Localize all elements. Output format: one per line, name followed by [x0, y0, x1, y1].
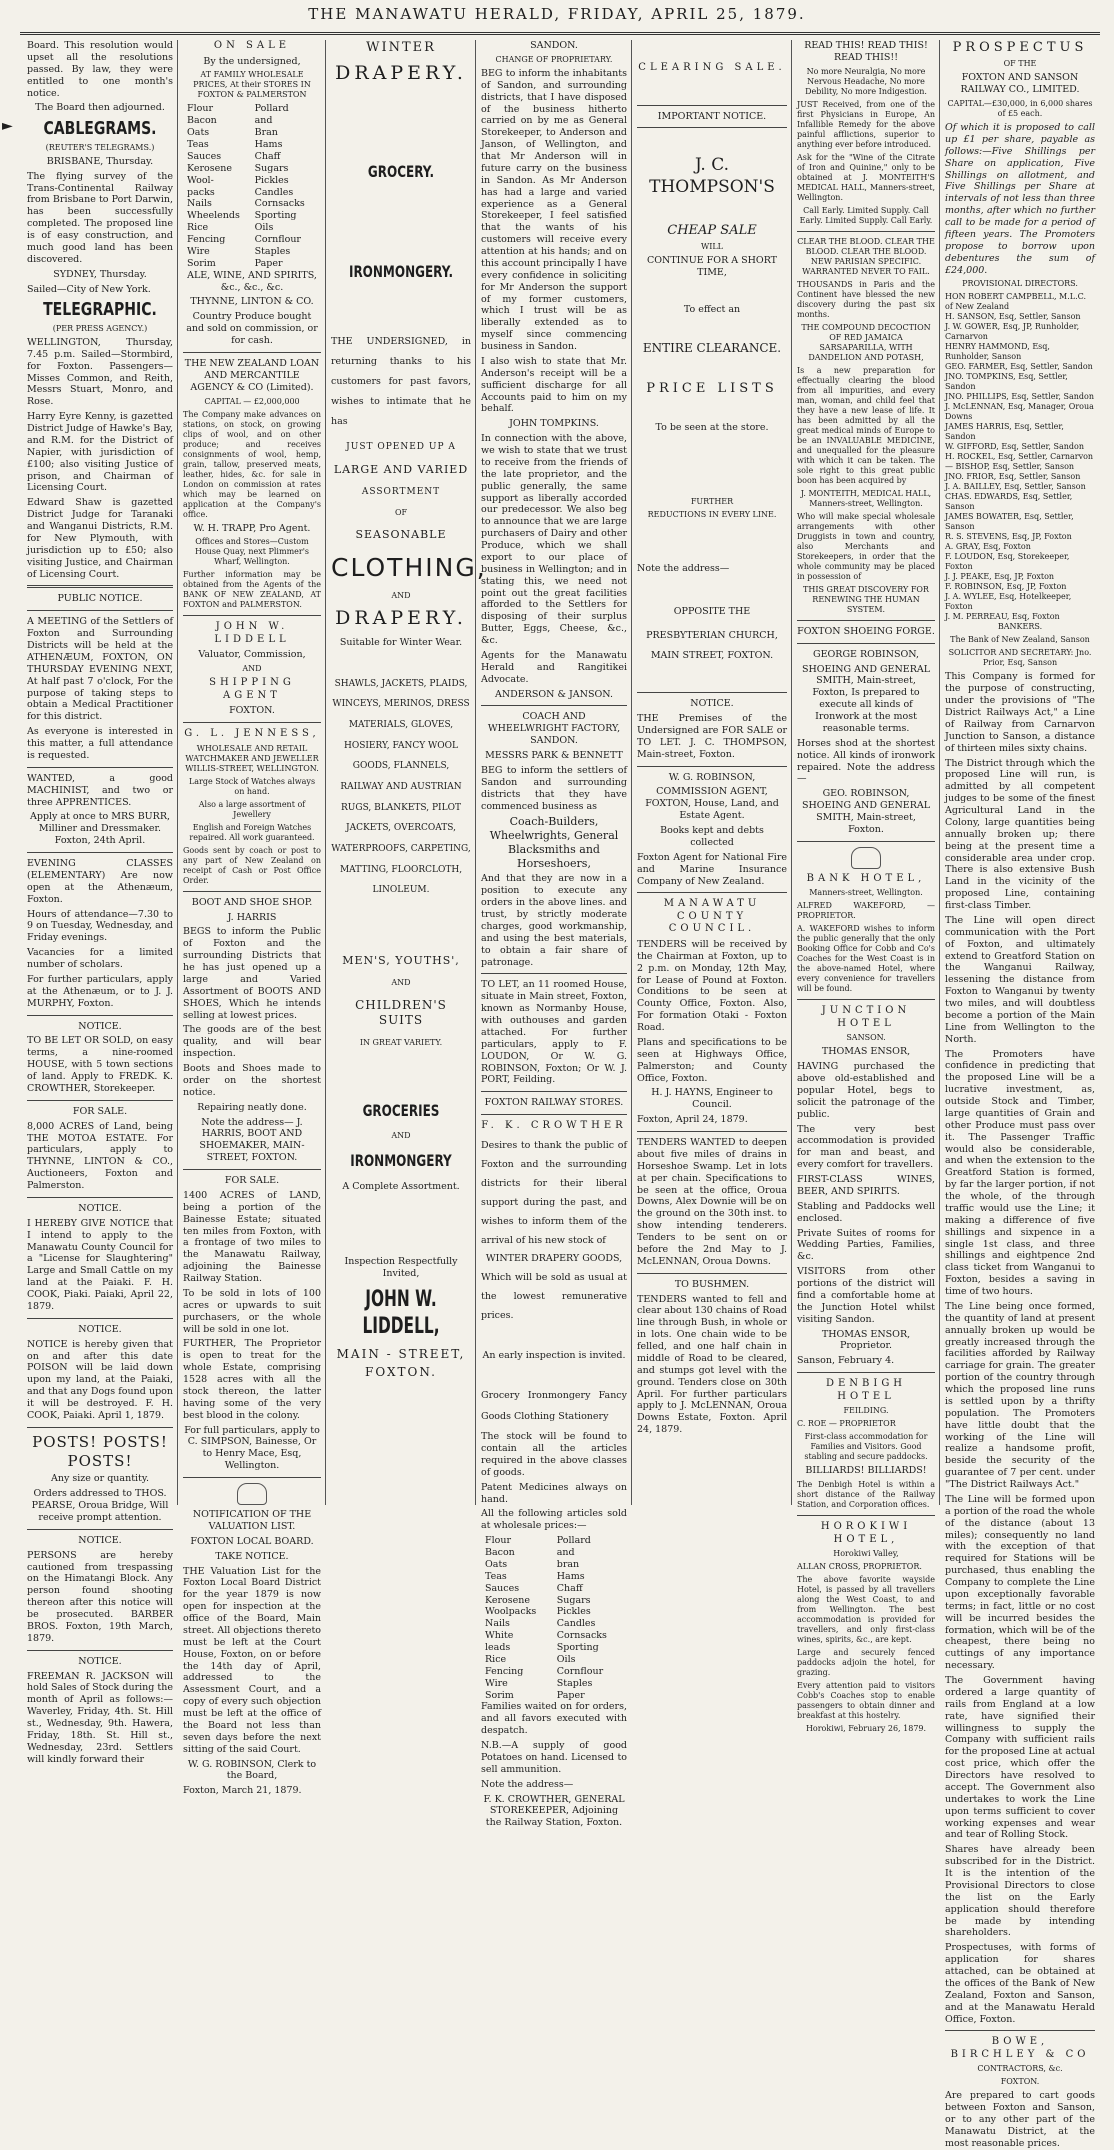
note-address: Note the address— — [481, 1778, 574, 1790]
railway-stores: FOXTON RAILWAY STORES. — [484, 1097, 624, 1109]
goods-categories: Grocery Ironmongery Fancy Goods Clothing Stationery — [481, 1390, 627, 1423]
continue-short: CONTINUE FOR A SHORT TIME, — [646, 255, 778, 278]
reductions: REDUCTIONS IN EVERY LINE. — [647, 509, 777, 519]
masthead — [0, 0, 1114, 36]
posts-heading: POSTS! POSTS! POSTS! — [32, 1432, 168, 1470]
company-capital: CAPITAL—£30,000, in 6,000 shares of £5 each. — [947, 99, 1093, 118]
feilding: FEILDING. — [843, 1406, 889, 1416]
prospectus-para-5: The Line being once formed, the quantity of land at present annually broken up would be greatly increased through the facilities afforded by Railway carriage for grain. The greater portion of the country through which the proposed line runs is settled upon by a thrifty population. The Promoters have little doubt that the working of the Line will realize a handsome profit, beside the security of the guarantee of 7 per cent. under "The District Railways Act." — [945, 1300, 1095, 1490]
horokiwi-hotel: HOROKIWI HOTEL, — [820, 1521, 912, 1545]
seasonable: SEASONABLE — [355, 527, 447, 541]
column-5 — [632, 40, 792, 1505]
groceries-heading: GROCERIES — [362, 1100, 440, 1120]
ale-wine-spirits: ALE, WINE, AND SPIRITS, &c., &c., &c. — [187, 269, 317, 293]
telegraphic-para-3: Edward Shaw is gazetted District Judge for Taranaki and Wanganui Districts, R.M. for New Plymouth, with jurisdiction up to £50; also visiting Justice, and Chairman of Licensing Court. — [27, 497, 173, 580]
telegraphic-heading: TELEGRAPHIC. — [43, 299, 157, 321]
bowe-birchley: BOWE, BIRCHLEY & CO — [950, 2036, 1090, 2060]
jenness-name: G. L. JENNESS, — [184, 728, 320, 740]
wholesale-list-right: Pollard and bran Hams Chaff Sugars Pickles Candles Cornsacks Sporting Oils Cornflour Staples Paper — [556, 1535, 607, 1701]
harris-text-3: Boots and Shoes made to order on the shortest notice. — [183, 1063, 321, 1098]
large-varied: LARGE AND VARIED — [333, 462, 469, 476]
goods-list-text: SHAWLS, JACKETS, PLAIDS, WINCEYS, MERINOS, DRESS MATERIALS, GLOVES, HOSIERY, FANCY WOOL GOODS, FLANNELS, RAILWAY AND AUSTRIAN RUGS, BLANKETS, PILOT JACKETS, OVERCOATS, WATERPROOFS, CARPETING, MATTING, FLOORCLOTH, LINOLEUM. — [331, 678, 471, 896]
harris-name: J. HARRIS — [227, 911, 277, 923]
harris-address: Note the address— J. HARRIS, BOOT AND SHOEMAKER, MAIN-STREET, FOXTON. — [199, 1116, 305, 1164]
junction-sanson: SANSON. — [846, 1033, 886, 1043]
price-lists: PRICE LISTS — [646, 380, 778, 396]
column-2 — [178, 40, 326, 1797]
allan-cross: ALLAN CROSS, PROPRIETOR. — [797, 1562, 922, 1571]
monteith-hall: J. MONTEITH, MEDICAL HALL, Manners-street, Wellington. — [800, 488, 932, 508]
horses-shod: Horses shod at the shortest notice. All kinds of ironwork repaired. Note the address— — [797, 737, 935, 785]
suitable-winter: Suitable for Winter Wear. — [339, 636, 463, 648]
jenness-jewellery: Also a large assortment of Jewellery — [198, 799, 306, 819]
prospectus-para-7: The Government having ordered a large quantity of rails from England at a low rate, have signified their willingness to supply the Company with sufficient rails for the proposed Line at actual cost price, which offer the Directors have resolved to accept. The Government also undertakes to work the Line upon terms sufficient to cover working expenses and wear and tear of Rolling Stock. — [945, 1675, 1095, 1841]
masthead-title: THE MANAWATU HERALD, FRIDAY, APRIL 25, 1879. — [308, 5, 806, 23]
change-proprietary: CHANGE OF PROPRIETARY. — [495, 54, 613, 64]
tompkins-text-1: BEG to inform the inhabitants of Sandon, and surrounding districts, that I have disposed of the business hitherto carried on by me as General Storekeeper, to Anderson and Janson, of Wellington, and that Mr Anderson will in future carry on the business in Sandon. As Mr Anderson has had a large and varied experience as a General Storekeeper, I feel satisfied that the wants of his customers will receive every attention at his hands; and on this account principally I have every confidence in soliciting for Mr Anderson the support of my former customers, which I trust will be as liberally extended as to myself since commencing business in Sandon. — [481, 67, 627, 352]
compound-text: Is a new preparation for effectually clearing the blood from all impurities, and every man, woman, and child feel that they have a new lease of life. It has been admitted by all the great medical minds of Europe to be an INVALUABLE MEDICINE, and unequalled for the pleasure with which it can be taken. The sole right to this great public boon has been acquired by — [797, 365, 935, 485]
wg-robinson: W. G. ROBINSON, — [668, 771, 756, 783]
bankers-name: The Bank of New Zealand, Sanson — [950, 635, 1090, 645]
county-council: MANAWATU COUNTY COUNCIL. — [663, 898, 761, 935]
provisional-directors: PROVISIONAL DIRECTORS. — [962, 279, 1078, 289]
and-label-2: AND — [391, 977, 411, 987]
cable-sailed: Sailed—City of New York. — [27, 283, 151, 295]
cablegrams-heading: CABLEGRAMS. — [43, 118, 157, 140]
jenness-delivery: Goods sent by coach or post to any part of New Zealand on receipt of Cash or Post Office Order. — [183, 845, 321, 885]
cable-dateline: BRISBANE, Thursday. — [46, 155, 154, 167]
prospectus-para-3: The Line will open direct communication with the Port of Foxton, and ultimately extend to Greatford Station on the Wanganui Railway, lessening the distance from Foxton to Wanganui by twenty two miles, and will doubtless become a portion of the Main Line from Wellington to the North. — [945, 914, 1095, 1045]
evening-classes-vacancies: Vacancies for a limited number of scholars. — [27, 947, 173, 970]
great-variety: IN GREAT VARIETY. — [359, 1037, 443, 1047]
posts-size: Any size or quantity. — [51, 1473, 149, 1485]
take-notice: TAKE NOTICE. — [215, 1550, 289, 1562]
liddell-foxton: FOXTON. — [229, 705, 275, 717]
and-label-3: AND — [391, 1130, 411, 1140]
pointing-hand-icon: ► — [2, 118, 13, 134]
wholesale-list-left: Flour Bacon Oats Teas Sauces Kerosene Woolpacks Nails White leads Rice Fencing Wire Sorim — [485, 1535, 537, 1701]
country-produce: Country Produce bought and sold on commission, or for cash. — [186, 311, 318, 346]
horokiwi-valley: Horokiwi Valley, — [833, 1549, 899, 1558]
coat-of-arms-icon — [237, 1483, 267, 1505]
private-suites: Private Suites of rooms for Wedding Parties, Families, &c. — [797, 1227, 935, 1263]
poison-notice: NOTICE is hereby given that on and after this date POISON will be laid down upon my land, at the Paiaki, and that any Dogs found upon it will be destroyed. F. H. COOK, Paiaki. April 1, 1879. — [27, 1338, 173, 1421]
telegraphic-para-2: Harry Eyre Kenny, is gazetted District Judge of Hawke's Bay, and R.M. for the District of Napier, with jurisdiction of £100; also visiting Justice of prison, and Chairman of Licensing Court. — [27, 411, 173, 494]
masthead-rule — [20, 32, 1100, 35]
prospectus-para-8: Shares have already been subscribed for in the District. It is the intention of the Provisional Directors to close the list on the Early application should therefore be made by intending shareholders. — [945, 1844, 1095, 1939]
board-adjourned: The Board then adjourned. — [35, 102, 165, 114]
billiards: BILLIARDS! BILLIARDS! — [805, 1465, 927, 1477]
nz-loan-capital: CAPITAL — £2,000,000 — [204, 396, 300, 406]
visitors: VISITORS from other portions of the district will find a comfortable home at the Junction Hotel whilst visiting Sandon. — [797, 1266, 935, 1325]
denbigh-distance: The Denbigh Hotel is within a short distance of the Railway Station, and Corporation offices. — [797, 1480, 935, 1509]
winter-label: WINTER — [366, 40, 436, 55]
thomas-ensor: THOMAS ENSOR, — [821, 1046, 911, 1058]
liddell-name: JOHN W. LIDDELL — [214, 621, 290, 645]
having-purchased: HAVING purchased the above old-established and popular Hotel, begs to solicit the patronage of the public. — [797, 1061, 935, 1120]
notice-heading-6: NOTICE. — [690, 698, 734, 710]
grocery-heading: GROCERY. — [367, 162, 435, 181]
coat-of-arms-icon-2 — [851, 847, 881, 869]
assortment: ASSORTMENT — [361, 486, 441, 497]
tompkins-text-2: I also wish to state that Mr. Anderson's receipt will be a sufficient discharge for all Accounts paid to him on my behalf. — [481, 355, 627, 415]
just-opened: JUST OPENED UP A — [346, 441, 456, 452]
slaughter-license-notice: I HEREBY GIVE NOTICE that I intend to apply to the Manawatu County Council for a "License for Slaughtering" Large and Small Cattle on my land at the Paiaki. F. H. COOK, Piaki. Paiaki, April 22, 1879. — [27, 1217, 173, 1312]
will-label: WILL — [700, 242, 723, 252]
patent-medicines: Patent Medicines always on hand. — [481, 1481, 627, 1505]
bainesse-lots: To be sold in lots of 100 acres or upwards to suit purchasers, or the whole will be sold in one lot. — [183, 1287, 321, 1335]
wanted-ad-apply: Apply at once to MRS BURR, Milliner and Dressmaker. Foxton, 24th April. — [29, 811, 171, 847]
nz-loan-heading: THE NEW ZEALAND LOAN AND MERCANTILE AGENCY & CO (Limited). — [184, 357, 320, 393]
ironmongery-heading-2: IRONMONGERY — [350, 1150, 452, 1170]
crowther-name: F. K. CROWTHER — [481, 1120, 627, 1132]
column-6 — [792, 40, 940, 1733]
john-liddell-stamp: JOHN W. LIDDELL, — [362, 1286, 440, 1339]
jenness-stock: Large Stock of Watches always on hand. — [188, 776, 316, 796]
goods-list-left: Flour Bacon Oats Teas Sauces Kerosene Wool-packs Nails Wheelends Rice Fencing Wire Sorim — [187, 103, 240, 269]
public-notice-heading: PUBLIC NOTICE. — [57, 593, 143, 605]
notice-heading-5: NOTICE. — [78, 1655, 122, 1667]
ask-for-wine: Ask for the "Wine of the Citrate of Iron and Quinine," only to be obtained at J. MONTEITH'S MEDICAL HALL, Manners-street, Wellington. — [797, 152, 935, 202]
cable-dateline-2: SYDNEY, Thursday. — [53, 268, 147, 280]
harris-text-4: Repairing neatly done. — [197, 1101, 307, 1113]
park-bennett: MESSRS PARK & BENNETT — [485, 750, 623, 761]
motoa-estate-ad: 8,000 ACRES of Land, being THE MOTOA ESTATE. For particulars, apply to THYNNE, LINTON & CO., Auctioneers, Foxton and Palmerston. — [27, 1120, 173, 1191]
tenders-pound: TENDERS will be received by the Chairman at Foxton, up to 2 p.m. on Monday, 12th May, for Lease of Pound at Foxton. Conditions to be seen at County Office, Foxton. Also, For formation Otaki - Foxton Road. — [637, 938, 787, 1033]
clear-blood: CLEAR THE BLOOD. CLEAR THE BLOOD. CLEAR THE BLOOD. NEW PARISIAN SPECIFIC. WARRANTED NEVER TO FAIL. — [797, 236, 935, 276]
foxton-label: FOXTON. — [365, 1364, 437, 1379]
share-calls: Of which it is proposed to call up £1 per share, payable as follows:—Five Shillings per Share on application, Five Shillings on allotment, and Five Shillings per Share at intervals of not less than three months, after which no further call to be made for a period of fifteen years. The Promoters propose to borrow upon debentures the sum of £24,000. — [945, 122, 1095, 276]
mens-youths: MEN'S, YOUTHS', — [342, 954, 460, 968]
plans-specs: Plans and specifications to be seen at Highways Office, Palmerston; and County Office, Foxton. — [637, 1036, 787, 1084]
evening-classes-contact: For further particulars, apply at the Athenæum, or to J. J. MURPHY, Foxton. — [27, 973, 173, 1009]
column-7 — [940, 40, 1100, 2149]
undersigned-text: THE UNDERSIGNED, in returning thanks to his customers for past favors, wishes to intimate that he has — [331, 336, 471, 427]
anderson-text-2: Agents for the Manawatu Herald and Rangitikei Advocate. — [481, 649, 627, 685]
nz-loan-further: Further information may be obtained from the Agents of the BANK OF NEW ZEALAND, AT FOXTON and PALMERSTON. — [183, 570, 321, 610]
early-inspection: An early inspection is invited. — [482, 1349, 626, 1361]
valuation-text: THE Valuation List for the Foxton Local Board District for the year 1879 is now open for inspection at the office of the Board, Main street. All objections thereto must be left at the Court House, Foxton, on or before the 14th day of April, addressed to the Assessment Court, and a copy of every such objection must be left at the office of the Board not less than seven days before the next sitting of the said Court. — [183, 1565, 321, 1755]
tenders-bush: TENDERS wanted to fell and clear about 130 chains of Road line through Bush, in whole or in lots. One chain wide to be felled, and one half chain in middle of Road to be cleared, and stumps got level with the ground. Tenders close on 30th April. For further particulars apply to J. McLENNAN, Oroua Downs Estate, Foxton. April 24, 1879. — [637, 1293, 787, 1436]
prospectus-para-1: This Company is formed for the purpose of constructing, under the provisions of "The District Railways Act," a Line of Railway from Carnarvon Junction to Sanson, a distance of thirteen miles sixty chains. — [945, 671, 1095, 754]
prospectus-para-2: The District through which the proposed Line will run, is admitted by all competent judges to be some of the finest Agricultural Land in the Colony, large quantities being annually broken up; there being at the present time a considerable area under crop. There is also extensive Bush Land in the vicinity of the proposed Line, containing first-class Timber. — [945, 757, 1095, 911]
notice-heading: NOTICE. — [78, 1020, 122, 1032]
goods-list-right: Pollard and Bran Hams Chaff Sugars Pickles Candles Cornsacks Sporting Oils Cornflour Staples Paper — [254, 103, 305, 269]
prospectus-para-4: The Promoters have confidence in predicting that the proposed Line will be a lucrative investment, as, outside Stock and Timber, large quantities of Grain and other Produce must pass over it. The Passenger Traffic would also be considerable, and when the extension to the Greatford Station is formed, by far the larger portion, if not the whole, of the through traffic would use the Line; it making a difference of five shillings and sixpence in a single 1st class, and three shillings and eightpence 2nd class ticket from Wanganui to Foxton, besides a saving in time of two hours. — [945, 1048, 1095, 1297]
park-text-1: BEG to inform the settlers of Sandon and surrounding districts that they have commenced business as — [481, 764, 627, 812]
meeting-notice: A MEETING of the Settlers of Foxton and Surrounding Districts will be held at the ATHENÆUM, FOXTON, ON THURSDAY EVENING NEXT, At half past 7 o'clock, For the purpose of taking steps to obtain a Medical Practitioner for this district. — [27, 616, 173, 723]
jenness-trade: WHOLESALE AND RETAIL WATCHMAKER AND JEWELLER WILLIS-STREET, WELLINGTON. — [185, 743, 319, 773]
important-notice: IMPORTANT NOTICE. — [657, 110, 767, 122]
call-early: Call Early. Limited Supply. Call Early. Limited Supply. Call Early. — [799, 205, 933, 225]
to-be-let-ad: TO BE LET OR SOLD, on easy terms, a nine-roomed HOUSE, with 5 town sections of land. Apply to FREDK. K. CROWTHER, Storekeeper. — [27, 1035, 173, 1094]
great-discovery: THIS GREAT DISCOVERY FOR RENEWING THE HUMAN SYSTEM. — [803, 584, 929, 614]
clothing-heading: CLOTHING, — [331, 552, 487, 582]
george-robinson: GEORGE ROBINSON, — [812, 648, 920, 660]
nz-loan-agent: W. H. TRAPP, Pro Agent. — [193, 522, 311, 534]
telegraphic-para-1: WELLINGTON, Thursday, 7.45 p.m. Sailed—Stormbird, for Foxton. Passengers—Misses Common, and Reith, Messrs Stuart, Monro, and Rose. — [27, 336, 173, 408]
shoeing-smith: SHOEING AND GENERAL SMITH, Main-street, Foxton, Is prepared to execute all kinds of Ironwork at the most reasonable terms. — [801, 663, 931, 734]
on-sale-by: By the undersigned, — [203, 55, 301, 67]
wholesale-list — [481, 1535, 627, 1701]
prospectus-para-9: Prospectuses, with forms of application for shares attached, can be obtained at the offices of the Bank of New Zealand, Foxton and Sanson, and at the Manawatu Herald Office, Foxton. — [945, 1942, 1095, 2025]
crowther-text-2: Which will be sold as usual at the lowest remunerative prices. — [481, 1271, 627, 1321]
prospectus-para-6: The Line will be formed upon a portion of the road the whole of the distance (about 13 miles); consequently no land with the exception of that required for Stations will be purchased, thus enabling the Company to complete the Line upon exceptionally favorable terms; in fact, little or no cost will be incurred besides the formation, which will be of the cheapest, there being no cuttings of any importance necessary. — [945, 1493, 1095, 1672]
thousands-paris: THOUSANDS in Paris and the Continent have blessed the new discovery during the past six months. — [797, 279, 935, 319]
posts-orders: Orders addressed to THOS. PEARSE, Oroua Bridge, Will receive prompt attention. — [31, 1488, 169, 1523]
prospectus-heading: PROSPECTUS — [952, 40, 1088, 55]
thompson-heading: J. C. THOMPSON'S — [649, 155, 775, 197]
opposite-church: OPPOSITE THE PRESBYTERIAN CHURCH, — [646, 605, 778, 641]
childrens-suits: CHILDREN'S SUITS — [355, 997, 447, 1027]
goods-list — [183, 103, 321, 269]
further-label: FURTHER — [690, 496, 734, 506]
anderson-name: ANDERSON & JANSON. — [495, 688, 613, 700]
of-the: OF THE — [1003, 59, 1037, 69]
and-label: AND — [391, 590, 411, 600]
bowe-text: Are prepared to cart goods between Foxton and Sanson, or to any other part of the Manawatu District, at the most reasonable prices. — [945, 2090, 1095, 2149]
harris-text-1: BEGS to inform the Public of Foxton and the surrounding Districts that he has just opened up a large and Varied Assortment of BOOTS AND SHOES, Which he intends selling at lowest prices. — [183, 926, 321, 1021]
horokiwi-paddocks: Large and securely fenced paddocks adjoin the hotel, for grazing. — [797, 1648, 935, 1677]
notice-heading-4: NOTICE. — [78, 1534, 122, 1546]
column-1 — [22, 40, 178, 1765]
solicitor: SOLICITOR AND SECRETARY: Jno. Prior, Esq, Sanson — [948, 648, 1092, 668]
jenness-repairs: English and Foreign Watches repaired. All work guaranteed. — [189, 822, 315, 842]
stock-text: The stock will be found to contain all the articles required in the above classes of goods. — [481, 1431, 627, 1478]
nz-loan-offices: Offices and Stores—Custom House Quay, next Plimmer's Wharf, Wellington. — [194, 537, 310, 567]
roe-accommodation: First-class accommodation for Families and Visitors. Good stabling and secure paddocks. — [804, 1432, 928, 1462]
read-this: READ THIS! READ THIS! READ THIS!! — [804, 40, 928, 63]
complete-assortment: A Complete Assortment. — [342, 1180, 460, 1192]
thynne-linton: THYNNE, LINTON & CO. — [190, 296, 314, 308]
bank-hotel: BANK HOTEL, — [806, 872, 926, 884]
no-more: No more Neuralgia, No more Nervous Headache, No more Debility, No more Indigestion. — [805, 66, 927, 96]
liddell-shipping: SHIPPING AGENT — [209, 677, 295, 701]
just-received: JUST Received, from one of the first Physicians in Europe, An Infallible Remedy for the above painful afflictions, superior to anything ever before introduced. — [797, 99, 935, 149]
notice-heading-2: NOTICE. — [78, 1202, 122, 1214]
sandon-heading: SANDON. — [530, 40, 578, 51]
valuation-clerk: W. G. ROBINSON, Clerk to the Board, — [187, 1758, 317, 1782]
column-3 — [326, 40, 487, 1505]
stock-sales-notice: FREEMAN R. JACKSON will hold Sales of Stock during the month of April as follows:— Waverley, Friday, 4th. St. Hill st., Wednesday, 9th. Hawera, Friday, 18th. St. Hill st., Wednesday, 23rd. Settlers will kindly forward their — [27, 1670, 173, 1765]
bainesse-acres: 1400 ACRES of LAND, being a portion of the Bainesse Estate; situated ten miles from Foxton, with a frontage of two miles to the Manawatu Railway, adjoining the Bainesse Railway Station. — [183, 1189, 321, 1284]
anderson-text-1: In connection with the above, we wish to state that we trust to receive from the friends of the late proprietor, and the public generally, the same support as liberally accorded our predecessor. We also beg to announce that we are large purchasers of Dairy and other Produce, which we shall export to our place of business in Wellington; and in stating this, we need not point out the great facilities afforded to the Settlers for disposing of their surplus Butter, Eggs, Cheese, &c., &c. — [481, 433, 627, 646]
board-text: Board. This resolution would upset all the resolutions passed. By law, they were entitled to one month's notice. — [27, 40, 173, 99]
local-board: FOXTON LOCAL BOARD. — [190, 1535, 314, 1547]
insurance-agent: Foxton Agent for National Fire and Marine Insurance Company of New Zealand. — [637, 851, 787, 887]
trespass-notice: PERSONS are hereby cautioned from trespassing on the Himatangi Block. Any person found shooting thereon after this notice will be prosecuted. BARBER BROS. Foxton, 19th March, 1879. — [27, 1549, 173, 1644]
nz-loan-text: The Company make advances on stations, on stock, on growing clips of wool, and on other produce; and receives consignments of wool, hemp, grain, tallow, preserved meats, leather, hides, &c. for sale in London on commission at rates which may be learned on application at the Company's office. — [183, 409, 321, 519]
park-trades: Coach-Builders, Wheelwrights, General Blacksmiths and Horseshoers, — [489, 815, 619, 870]
inspection-invited: Inspection Respectfully Invited, — [344, 1255, 458, 1279]
tompkins-name: JOHN TOMPKINS. — [509, 418, 599, 430]
alfred-wakeford: ALFRED WAKEFORD, — PROPRIETOR. — [797, 901, 935, 921]
liddell-valuator: Valuator, Commission, — [198, 649, 306, 661]
ensor-proprietor: THOMAS ENSOR, Proprietor. — [821, 1328, 911, 1352]
sanson-date: Sanson, February 4. — [797, 1355, 895, 1367]
liddell-and: AND — [242, 664, 262, 674]
bainesse-further: FURTHER, The Proprietor is open to treat for the whole Estate, comprising 1528 acres with all the stock thereon, the latter having some of the very best blood in the colony. — [183, 1338, 321, 1421]
evening-classes-hours: Hours of attendance—7.30 to 9 on Tuesday, Wednesday, and Friday evenings. — [27, 908, 173, 944]
first-class-wines: FIRST-CLASS WINES, BEER, AND SPIRITS. — [797, 1174, 935, 1197]
wanted-ad: WANTED, a good MACHINIST, and two or three APPRENTICES. — [27, 772, 173, 808]
for-sale-heading-2: FOR SALE. — [224, 1175, 280, 1186]
main-street-foxton: MAIN STREET, FOXTON. — [650, 650, 774, 662]
premises-notice: THE Premises of the Undersigned are FOR SALE or TO LET. J. C. THOMPSON, Main-street, Foxton. — [637, 713, 787, 760]
commission-agent: COMMISSION AGENT, FOXTON, House, Land, and Estate Agent. — [645, 786, 779, 822]
compound-decoction: THE COMPOUND DECOCTION OF RED JAMAICA SARSAPARILLA, WITH DANDELION AND POTASH, — [801, 322, 931, 362]
wholesale-arrangements: Who will make special wholesale arrangements with other Druggists in town and country, also Merchants and Storekeepers, in order that the whole community may be placed in possession of — [797, 511, 935, 581]
wakeford-text: A. WAKEFORD wishes to inform the public generally that the only Booking Office for Cobb and Co's Coaches for the West Coast is in the above-named Hotel, where every convenience for travellers will be found. — [797, 924, 935, 994]
winter-drapery-goods: WINTER DRAPERY GOODS, — [485, 1252, 623, 1264]
crowther-address: F. K. CROWTHER, GENERAL STOREKEEPER, Adjoining the Railway Station, Foxton. — [483, 1793, 625, 1829]
park-text-2: And that they are now in a position to execute any orders in the above lines. and trust, by strictly moderate charges, good workmanship, and using the best materials, to obtain a fair share of patronage. — [481, 873, 627, 968]
tenders-drains: TENDERS WANTED to deepen about five miles of drains in Horseshoe Swamp. Let in lots at per chain. Specifications to be seen at the office, Oroua Downs, Alex Downie will be on the ground on the 30th inst. to show intending tenderers. Tenders to be sent on or before the 2nd May to J. McLENNAN, Oroua Downs. — [637, 1137, 787, 1267]
entire-clearance: ENTIRE CLEARANCE. — [642, 340, 782, 355]
boot-shop-heading: BOOT AND SHOE SHOP. — [191, 896, 313, 908]
potatoes-nb: N.B.—A supply of good Potatoes on hand. Licensed to sell ammunition. — [481, 1740, 627, 1775]
cable-text: The flying survey of the Trans-Continental Railway from Brisbane to Port Darwin, has been successfully completed. The proposed line is of easy construction, and much good land has been discovered. — [27, 170, 173, 265]
drapery-heading-2: DRAPERY. — [335, 606, 467, 629]
hayns-date: Foxton, April 24, 1879. — [637, 1114, 748, 1126]
notice-heading-3: NOTICE. — [78, 1323, 122, 1335]
main-street: MAIN - STREET, — [336, 1346, 466, 1361]
harris-text-2: The goods are of the best quality, and will bear inspection. — [183, 1024, 321, 1060]
valuation-heading: NOTIFICATION OF THE VALUATION LIST. — [192, 1509, 312, 1532]
for-sale-heading: FOR SALE. — [72, 1105, 128, 1117]
on-sale-stores: AT FAMILY WHOLESALE PRICES, At their STORES IN FOXTON & PALMERSTON — [193, 70, 311, 100]
to-let-ad: TO LET, an 11 roomed House, situate in Main street, Foxton, known as Normanby House, with outhouses and garden attached. For further particulars, apply to F. LOUDON, Or W. G. ROBINSON, Foxton; Or W. J. PORT, Feilding. — [481, 979, 627, 1086]
roe-proprietor: C. ROE — PROPRIETOR — [797, 1419, 896, 1429]
of-label: OF — [394, 507, 408, 517]
contractors: CONTRACTORS, &c. — [977, 2064, 1063, 2074]
directors-list: HON ROBERT CAMPBELL, M.L.C. of New Zealand H. SANSON, Esq, Settler, Sanson J. W. GOWER, Esq, JP, Runholder, Carnarvon HENRY HAMMOND, Esq, Runholder, Sanson GEO. FARMER, Esq, Settler, Sandon JNO. TOMPKINS, Esq, Settler, Sandon JNO. PHILLIPS, Esq, Settler, Sandon J. McLENNAN, Esq, Manager, Oroua Downs JAMES HARRIS, Esq, Settler, Sandon W. GIFFORD, Esq, Settler, Sandon H. ROCKEL, Esq, Settler, Carnarvon — BISHOP, Esq, Settler, Sanson JNO. FRIOR, Esq, Settler, Sanson J. A. BAILLEY, Esq, Settler, Sanson CHAS. EDWARDS, Esq, Settler, Sanson JAMES BOWATER, Esq, Settler, Sanson R. S. STEVENS, Esq, JP, Foxton A. GRAY, Esq, Foxton F. LOUDON, Esq, Storekeeper, Foxton J. J. PEAKE, Esq, JP, Foxton F. ROBINSON, Esq, JP, Foxton J. A. WYLEE, Esq, Hotelkeeper, Foxton J. M. PERREAU, Esq, Foxton — [945, 292, 1094, 622]
ironmongery-heading: IRONMONGERY. — [348, 262, 454, 281]
accommodation: The very best accommodation is provided for man and beast, and every comfort for travellers. — [797, 1123, 935, 1171]
evening-classes: EVENING CLASSES (ELEMENTARY) Are now open at the Athenæum, Foxton. — [27, 858, 173, 905]
column-4 — [476, 40, 632, 1829]
families-waited: Families waited on for orders, and all favors executed with despatch. — [481, 1701, 627, 1737]
denbigh-hotel: DENBIGH HOTEL — [825, 1378, 907, 1402]
valuation-date: Foxton, March 21, 1879. — [183, 1785, 302, 1797]
shoeing-forge: FOXTON SHOEING FORGE. — [797, 625, 935, 637]
junction-hotel: JUNCTION HOTEL — [821, 1005, 911, 1029]
horokiwi-date: Horokiwi, February 26, 1879. — [805, 1724, 927, 1733]
horokiwi-attention: Every attention paid to visitors Cobb's Coaches stop to enable passengers to obtain dinner and breakfast at this hostelry. — [797, 1681, 935, 1720]
bainesse-apply: For full particulars, apply to C. SIMPSON, Bainesse, Or to Henry Mace, Esq, Wellington. — [184, 1424, 320, 1472]
railway-company: FOXTON AND SANSON RAILWAY CO., LIMITED. — [960, 72, 1080, 96]
on-sale-heading: ON SALE — [213, 40, 291, 51]
stabling: Stabling and Paddocks well enclosed. — [797, 1200, 935, 1224]
clearing-sale: CLEARING SALE. — [638, 62, 786, 73]
telegraphic-source: (PER PRESS AGENCY.) — [52, 323, 148, 333]
cable-source: (REUTER'S TELEGRAMS.) — [45, 142, 155, 152]
cheap-sale: CHEAP SALE — [667, 222, 757, 238]
geo-robinson: GEO. ROBINSON, SHOEING AND GENERAL SMITH, Main-street, Foxton. — [801, 788, 931, 835]
books-kept: Books kept and debts collected — [660, 825, 764, 848]
seen-at-store: To be seen at the store. — [655, 422, 769, 433]
hayns-engineer: H. J. HAYNS, Engineer to Council. — [651, 1087, 773, 1111]
to-effect: To effect an — [683, 303, 741, 315]
note-address-2: Note the address— — [637, 562, 730, 574]
horokiwi-text: The above favorite wayside Hotel, is passed by all travellers along the West Coast, to and from Wellington. The best accommodation is provided for travellers, and only first-class wines, spirits, &c., are kept. — [797, 1575, 935, 1644]
coach-factory: COACH AND WHEELWRIGHT FACTORY, SANDON. — [487, 711, 621, 747]
wholesale-articles: All the following articles sold at wholesale prices:— — [481, 1508, 627, 1532]
meeting-notice-2: As everyone is interested in this matter, a full attendance is requested. — [27, 726, 173, 761]
bankers-heading: BANKERS. — [997, 622, 1043, 632]
to-bushmen: TO BUSHMEN. — [674, 1278, 750, 1290]
bank-hotel-street: Manners-street, Wellington. — [809, 888, 923, 898]
crowther-text-1: Desires to thank the public of Foxton and the surrounding districts for their liberal support during the past, and wishes to inform them of the arrival of his new stock of — [481, 1139, 627, 1246]
bowe-foxton: FOXTON. — [1000, 2077, 1040, 2087]
drapery-heading: DRAPERY. — [335, 62, 467, 85]
